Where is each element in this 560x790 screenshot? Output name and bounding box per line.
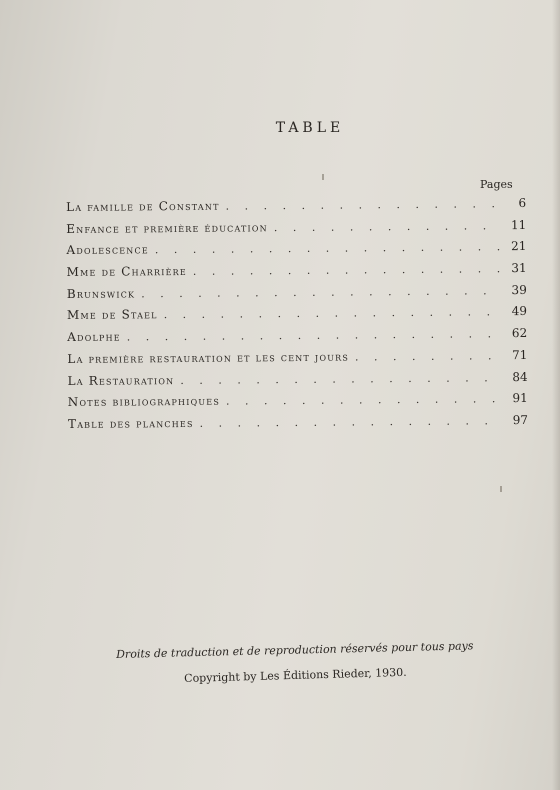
page-edge-shadow	[552, 0, 560, 790]
toc-entry-page: 91	[512, 391, 528, 406]
toc-entry-page: 84	[512, 369, 528, 384]
toc-leader-dots	[200, 414, 502, 430]
toc-entry-title: La première restauration et les cent jours	[67, 349, 350, 366]
toc-leader-dots	[155, 241, 501, 257]
toc-leader-dots	[226, 197, 501, 212]
toc-entry-page: 21	[511, 239, 527, 254]
toc-entry-title: Adolescence	[66, 242, 149, 258]
toc-entry-page: 31	[511, 261, 527, 276]
toc-entry-page: 62	[511, 326, 528, 341]
toc-leader-dots	[226, 392, 502, 407]
toc-entry-page: 49	[511, 304, 528, 319]
ink-speck	[500, 486, 502, 492]
toc-entry-title: Table des planches	[67, 415, 194, 431]
toc-leader-dots	[180, 371, 501, 387]
toc-entry	[68, 413, 528, 439]
toc-entry-page: 71	[512, 347, 528, 362]
toc-entry-page: 6	[518, 195, 527, 211]
toc-leader-dots	[127, 327, 502, 343]
toc-entry-page: 39	[511, 282, 527, 297]
toc-leader-dots	[355, 349, 501, 363]
toc-entry-title: Enfance et première éducation	[66, 219, 268, 236]
toc-entry-title: Notes bibliographiques	[67, 393, 221, 410]
toc-leader-dots	[274, 219, 501, 234]
toc-entry-page: 11	[510, 217, 527, 232]
toc-leader-dots	[193, 262, 501, 278]
ink-speck	[322, 174, 324, 180]
copyright-notice: Copyright by Les Éditions Rieder, 1930.	[184, 665, 407, 685]
pages-column-label: Pages	[480, 178, 513, 191]
toc-entry-page: 97	[512, 412, 528, 427]
toc-entry-title: Mme de Stael	[66, 307, 158, 323]
toc-entry-title: La famille de Constant	[66, 198, 220, 214]
rights-notice: Droits de traduction et de reproduction réservés pour tous pays	[116, 639, 474, 661]
page-title: TABLE	[275, 120, 345, 136]
toc-entry-title: Adolphe	[67, 329, 121, 345]
toc-leader-dots	[141, 284, 501, 300]
toc-entry-title: Mme de Charrière	[66, 264, 187, 280]
toc-leader-dots	[164, 306, 501, 322]
table-of-contents	[66, 196, 528, 439]
toc-entry-title: Brunswick	[66, 286, 136, 301]
toc-entry-title: La Restauration	[67, 372, 175, 388]
